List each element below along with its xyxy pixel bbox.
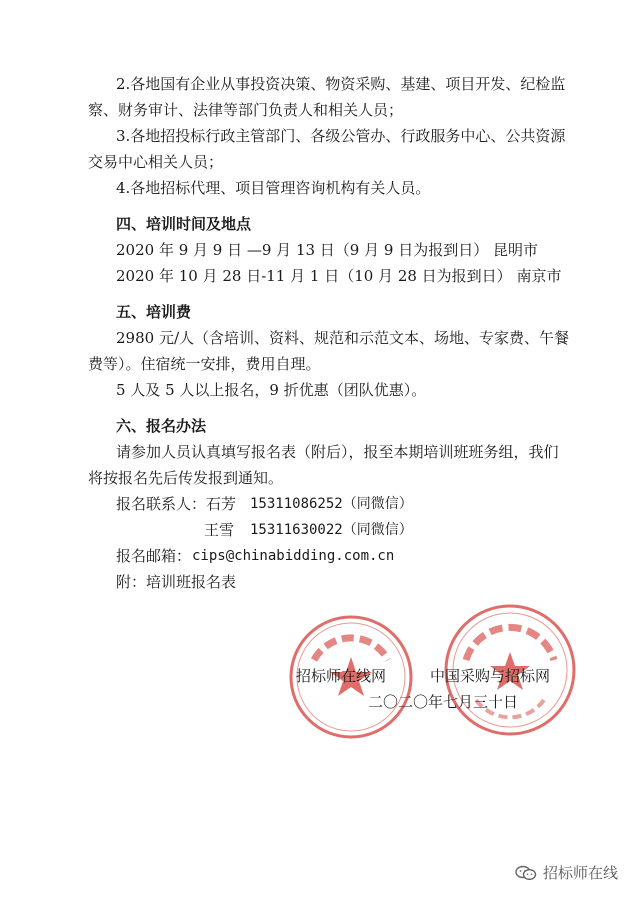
fee-line-2: 费等）。住宿统一安排，费用自理。	[88, 355, 321, 373]
contact2-phone: 15311630022（同微信）	[250, 522, 413, 538]
list-item-3-line1: 3.各地招投标行政主管部门、各级公管办、行政服务中心、公共资源	[116, 127, 566, 145]
signature-date: 二〇二〇年七月三十日	[368, 693, 519, 711]
section-heading-time-place: 四、培训时间及地点	[116, 215, 252, 233]
list-item-2-line1: 2.各地国有企业从事投资决策、物资采购、基建、项目开发、纪检监	[116, 75, 566, 93]
schedule-row-nanjing: 2020 年 10 月 28 日-11 月 1 日（10 月 28 日为报到日） 南京市	[116, 267, 562, 285]
section-heading-registration: 六、报名办法	[116, 417, 207, 435]
list-item-2-line2: 察、财务审计、法律等部门负责人和相关人员；	[88, 101, 404, 119]
fee-line-1: 2980 元/人（含培训、资料、规范和示范文本、场地、专家费、午餐	[116, 329, 569, 347]
wechat-watermark	[515, 862, 618, 883]
registration-line-1: 请参加人员认真填写报名表（附后），报至本期培训班班务组，我们	[116, 443, 559, 461]
fee-discount: 5 人及 5 人以上报名，9 折优惠（团队优惠）。	[116, 381, 427, 399]
list-item-4: 4.各地招标代理、项目管理咨询机构有关人员。	[116, 179, 431, 197]
email-label: 报名邮箱：	[116, 547, 192, 565]
signature-org-1: 招标师在线网	[296, 667, 387, 685]
signature-org-2: 中国采购与招标网	[430, 667, 551, 685]
contact2-name: 王雪	[204, 521, 235, 539]
watermark-text: 招标师在线	[542, 864, 618, 882]
contact1-phone: 15311086252（同微信）	[250, 496, 413, 512]
section-heading-fee: 五、培训费	[116, 303, 192, 321]
registration-line-2: 将按报名先后传发报到通知。	[88, 469, 284, 487]
schedule-row-kunming: 2020 年 9 月 9 日 —9 月 13 日（9 月 9 日为报到日） 昆明市	[116, 241, 538, 259]
wechat-icon	[515, 865, 537, 881]
list-item-3-line2: 交易中心相关人员；	[88, 153, 224, 171]
contact-label: 报名联系人：石芳	[116, 495, 237, 513]
attachment-note: 附：培训班报名表	[116, 573, 237, 591]
email-address[interactable]: cips@chinabidding.com.cn	[192, 548, 395, 564]
